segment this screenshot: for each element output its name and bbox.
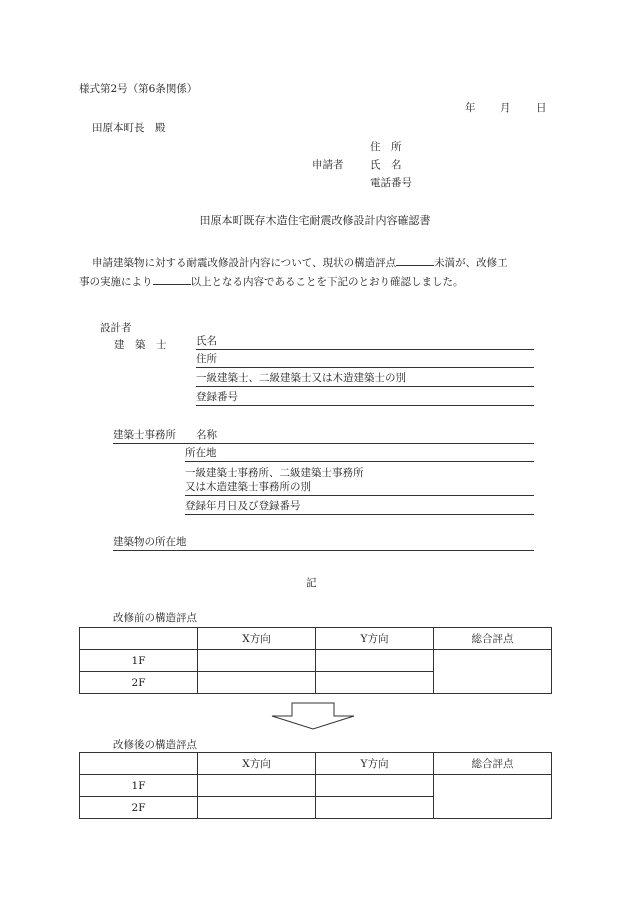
office-name-label: 名称	[196, 429, 217, 441]
blank-target-score	[153, 274, 191, 285]
header-overall-score: 総合評点	[434, 753, 552, 775]
form-number: 様式第2号（第6条関係）	[79, 83, 198, 95]
office-type-field	[185, 480, 534, 496]
date-day-label: 日	[536, 102, 547, 114]
header-x-direction: X方向	[198, 628, 316, 650]
header-y-direction: Y方向	[316, 753, 434, 775]
architect-address-field	[196, 352, 534, 368]
cell-2f-x	[198, 672, 316, 694]
architect-name-field	[196, 334, 534, 350]
after-caption: 改修後の構造評点	[113, 739, 197, 751]
office-type-line-2: 又は木造建築士事務所の別	[185, 481, 311, 493]
header-cell-blank	[80, 753, 198, 775]
architect-registration-label: 登録番号	[196, 391, 238, 403]
header-overall-score: 総合評点	[434, 628, 552, 650]
body-text-2a: 事の実施により	[79, 276, 153, 288]
applicant-label: 申請者	[312, 159, 344, 171]
cell-1f-y	[316, 650, 434, 672]
office-name-field	[113, 428, 534, 444]
architect-name-label: 氏名	[196, 335, 217, 347]
body-text-1b: 未満が、改修工	[434, 257, 508, 269]
office-registration-label: 登録年月日及び登録番号	[185, 500, 301, 512]
architect-registration-field	[196, 390, 534, 406]
document-title: 田原本町既存木造住宅耐震改修設計内容確認書	[199, 214, 431, 227]
applicant-phone-label: 電話番号	[370, 177, 412, 189]
table-row	[80, 753, 552, 775]
header-cell-blank	[80, 628, 198, 650]
before-caption: 改修前の構造評点	[113, 612, 197, 624]
cell-1f-x	[198, 650, 316, 672]
building-location-field	[113, 535, 534, 551]
cell-2f-x	[198, 797, 316, 819]
date-year-label: 年	[465, 102, 476, 114]
addressee: 田原本町長 殿	[92, 122, 166, 134]
date-month-label: 月	[500, 102, 511, 114]
architect-label: 建 築 士	[114, 339, 167, 351]
applicant-name-label: 氏 名	[370, 159, 402, 171]
header-y-direction: Y方向	[316, 628, 434, 650]
row-label-1f: 1F	[80, 775, 198, 797]
before-score-table	[79, 627, 552, 694]
down-arrow-icon	[268, 702, 358, 730]
cell-overall	[434, 650, 552, 694]
cell-1f-x	[198, 775, 316, 797]
table-row	[80, 628, 552, 650]
architect-class-field	[196, 371, 534, 387]
office-location-label: 所在地	[185, 447, 217, 459]
after-score-table	[79, 752, 552, 819]
row-label-1f: 1F	[80, 650, 198, 672]
header-x-direction: X方向	[198, 753, 316, 775]
body-text-2b: 以上となる内容であることを下記のとおり確認しました。	[190, 276, 464, 288]
body-line-2	[79, 274, 464, 289]
row-label-2f: 2F	[80, 672, 198, 694]
architect-class-label: 一級建築士、二級建築士又は木造建築士の別	[196, 372, 406, 384]
applicant-address-label: 住 所	[370, 141, 402, 153]
cell-overall	[434, 775, 552, 819]
table-row	[80, 650, 552, 672]
office-location-field	[185, 446, 534, 462]
body-text-1a: 申請建築物に対する耐震改修設計内容について、現状の構造評点	[92, 257, 397, 269]
cell-2f-y	[316, 797, 434, 819]
ki-label: 記	[306, 577, 317, 589]
row-label-2f: 2F	[80, 797, 198, 819]
architect-address-label: 住所	[196, 353, 217, 365]
cell-1f-y	[316, 775, 434, 797]
cell-2f-y	[316, 672, 434, 694]
office-label: 建築士事務所	[113, 429, 176, 441]
table-row	[80, 775, 552, 797]
building-location-label: 建築物の所在地	[113, 536, 187, 548]
office-registration-field	[185, 499, 534, 515]
office-type-line-1: 一級建築士事務所、二級建築士事務所	[185, 467, 364, 479]
designer-heading: 設計者	[100, 322, 132, 334]
body-line-1	[92, 255, 508, 270]
blank-current-score	[396, 255, 434, 266]
